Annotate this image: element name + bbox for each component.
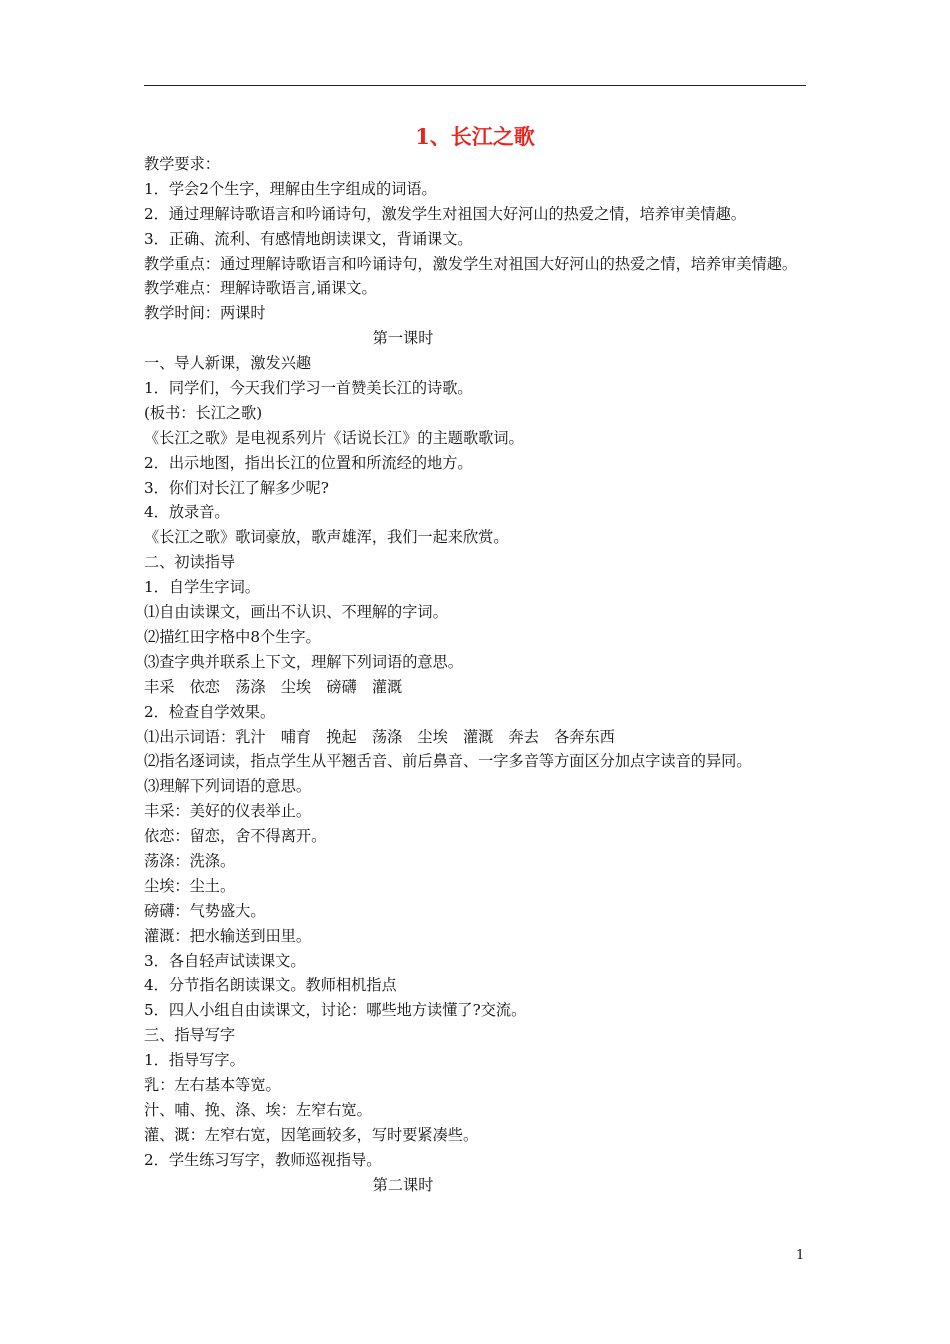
text-line: 1．指导写字。 — [144, 1051, 245, 1070]
definition-line: 磅礴：气势盛大。 — [144, 901, 266, 920]
definition-line: 尘埃：尘土。 — [144, 876, 236, 895]
text-line: 1．自学生字词。 — [144, 578, 260, 597]
text-line: 汁、哺、挽、涤、埃：左窄右宽。 — [144, 1100, 372, 1119]
document-body — [144, 152, 812, 1197]
text-line: 3．你们对长江了解多少呢? — [144, 478, 329, 497]
text-line: 3．各自轻声试读课文。 — [144, 951, 306, 970]
text-line: 2．检查自学效果。 — [144, 702, 276, 721]
lesson-heading-first: 第一课时 — [372, 329, 434, 348]
section-label-requirements: 教学要求： — [144, 155, 220, 173]
text-line: ⑶查字典并联系上下文，理解下列词语的意思。 — [144, 652, 463, 671]
teaching-focus: 教学重点：通过理解诗歌语言和吟诵诗句，激发学生对祖国大好河山的热爱之情，培养审美情趣。 — [144, 254, 798, 273]
requirement-item: 1．学会2个生字，理解由生字组成的词语。 — [144, 179, 437, 198]
text-line: ⑴自由读课文，画出不认识、不理解的字词。 — [144, 603, 448, 622]
section-heading: 一、导人新课，激发兴趣 — [144, 354, 312, 373]
text-line: 2．学生练习写字，教师巡视指导。 — [144, 1150, 382, 1169]
lesson-heading-second: 第二课时 — [372, 1175, 434, 1194]
text-line: (板书：长江之歌) — [144, 403, 263, 422]
text-line: 5．四人小组自由读课文，讨论：哪些地方读懂了?交流。 — [144, 1001, 527, 1020]
text-line: 乳：左右基本等宽。 — [144, 1075, 281, 1094]
header-rule — [144, 85, 806, 86]
text-line: 《长江之歌》是电视系列片《话说长江》的主题歌歌词。 — [144, 428, 524, 447]
requirement-item: 2．通过理解诗歌语言和吟诵诗句，激发学生对祖国大好河山的热爱之情，培养审美情趣。 — [144, 204, 746, 223]
definition-line: 丰采：美好的仪表举止。 — [144, 802, 312, 821]
vocabulary-list: 丰采 依恋 荡涤 尘埃 磅礴 灌溉 — [144, 677, 403, 696]
text-line: 《长江之歌》歌词豪放，歌声雄浑，我们一起来欣赏。 — [144, 528, 509, 547]
section-heading: 三、指导写字 — [144, 1026, 236, 1045]
text-line: ⑵指名逐词读，指点学生从平翘舌音、前后鼻音、一字多音等方面区分加点字读音的异同。 — [144, 752, 752, 771]
document-title: 1、长江之歌 — [415, 124, 535, 149]
text-line: 2．出示地图，指出长江的位置和所流经的地方。 — [144, 453, 473, 472]
teaching-difficulty: 教学难点：理解诗歌语言,诵课文。 — [144, 279, 377, 298]
requirement-item: 3．正确、流利、有感情地朗读课文，背诵课文。 — [144, 229, 473, 248]
text-line: 1．同学们，今天我们学习一首赞美长江的诗歌。 — [144, 379, 473, 398]
definition-line: 荡涤：洗涤。 — [144, 851, 236, 870]
text-line: 4．放录音。 — [144, 503, 230, 522]
definition-line: 依恋：留恋，舍不得离开。 — [144, 827, 327, 846]
text-line: ⑶理解下列词语的意思。 — [144, 777, 312, 796]
vocabulary-list: ⑴出示词语：乳汁 哺育 挽起 荡涤 尘埃 灌溉 奔去 各奔东西 — [144, 727, 615, 746]
text-line: ⑵描红田字格中8个生字。 — [144, 627, 321, 646]
page-number: 1 — [796, 1248, 805, 1263]
text-line: 灌、溉：左窄右宽，因笔画较多，写时要紧凑些。 — [144, 1125, 479, 1144]
text-line: 4．分节指名朗读课文。教师相机指点 — [144, 976, 397, 995]
section-heading: 二、初读指导 — [144, 553, 236, 572]
teaching-time: 教学时间：两课时 — [144, 304, 266, 323]
definition-line: 灌溉：把水输送到田里。 — [144, 926, 312, 945]
